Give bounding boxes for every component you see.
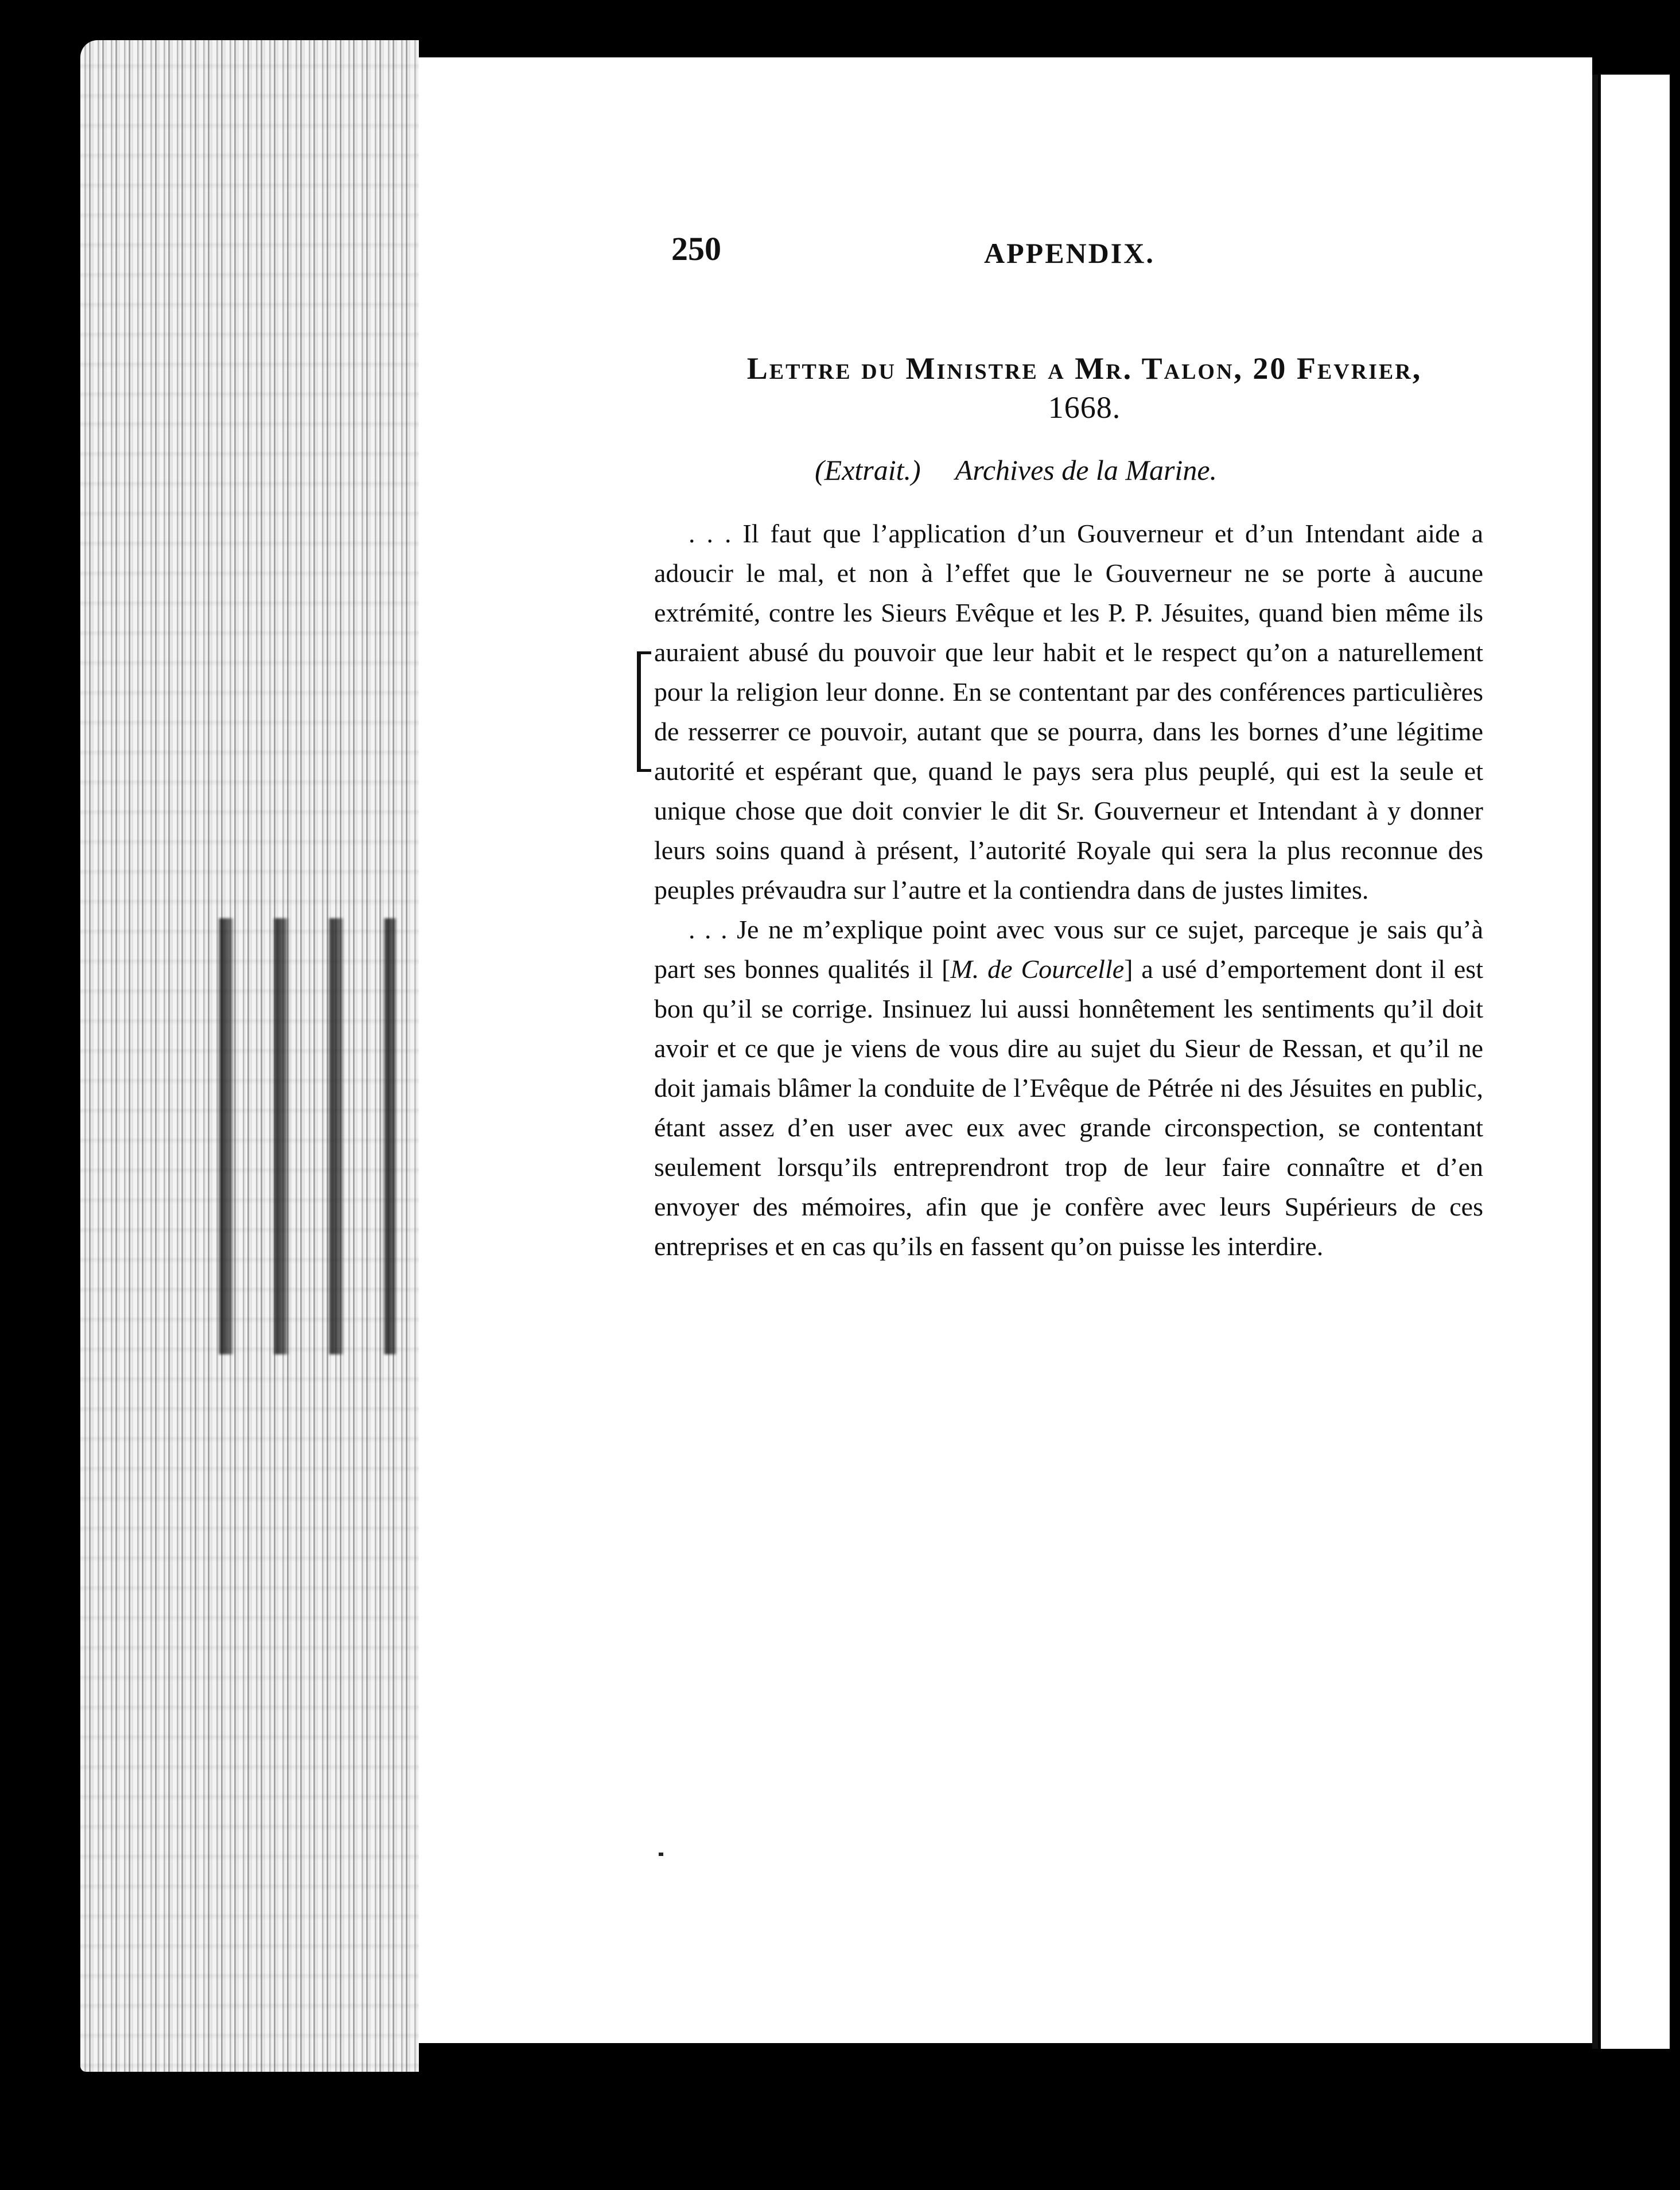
- gutter-shadow: [1592, 75, 1598, 2049]
- archive-label: Archives de la Marine.: [955, 454, 1218, 486]
- running-head-title: APPENDIX.: [984, 237, 1155, 269]
- paragraph-2-text-a: . . . Je ne m’explique point avec vous sur ce sujet, parceque je sais qu’à part ses bonnes qualités il [: [654, 915, 1483, 984]
- letter-title-line-1: Lettre du Ministre a Mr. Talon, 20 Fevrier,: [746, 351, 1422, 386]
- letter-title: [703, 349, 1466, 427]
- facing-page-edge: [1601, 75, 1670, 2049]
- margin-bracket-mark: [637, 651, 651, 772]
- paragraph-1: . . . Il faut que l’application d’un Gouverneur et d’un Intendant aide a adoucir le mal, et non à l’effet que le Gouverneur ne se porte à aucune extrémité, contre les Sieurs Evêque et les P. P. Jésuites, quand bien même ils auraient abusé du pouvoir que leur habit et le respect qu’on a naturellement pour la religion leur donne. En se contentant par des conférences particulières de resserrer ce pouvoir, autant que se pourra, dans les bornes d’une légitime autorité et espérant que, quand le pays sera plus peuplé, qui est la seule et unique chose que doit convier le dit Sr. Gouverneur et Intendant à y donner leurs soins quand à présent, l’autorité Royale qui sera la plus reconnue des peuples prévaudra sur l’autre et la contiendra dans de justes limites.: [654, 519, 1483, 904]
- paragraph-2-text-b: ] a usé d’emportement dont il est bon qu’il se corrige. Insinuez lui aussi honnêtement les sentiments qu’il doit avoir et ce que je viens de vous dire au sujet du Sieur de Ressan, et qu’il ne doit jamais blâmer la conduite de l’Evêque de Pétrée ni des Jésuites en public, étant assez d’en user avec eux avec grande circonspection, se contentant seulement lorsqu’ils entreprendront trop de leur faire connaître et d’en envoyer des mémoires, afin que je confère avec leurs Supérieurs de ces entreprises et en cas qu’ils en fassent qu’on puisse les interdire.: [654, 954, 1483, 1261]
- page-edge-stain: [201, 918, 396, 1354]
- running-head: [671, 230, 1463, 287]
- stray-ink-mark: [659, 1853, 663, 1856]
- page-number: 250: [671, 230, 721, 267]
- paragraph-2-italic-name: M. de Courcelle: [950, 954, 1125, 984]
- letter-body: [654, 514, 1483, 1266]
- letter-title-line-2: 1668.: [1048, 390, 1121, 425]
- extract-label: (Extrait.): [815, 454, 921, 486]
- source-citation: [815, 453, 1389, 487]
- paragraph-2: [654, 910, 1483, 1266]
